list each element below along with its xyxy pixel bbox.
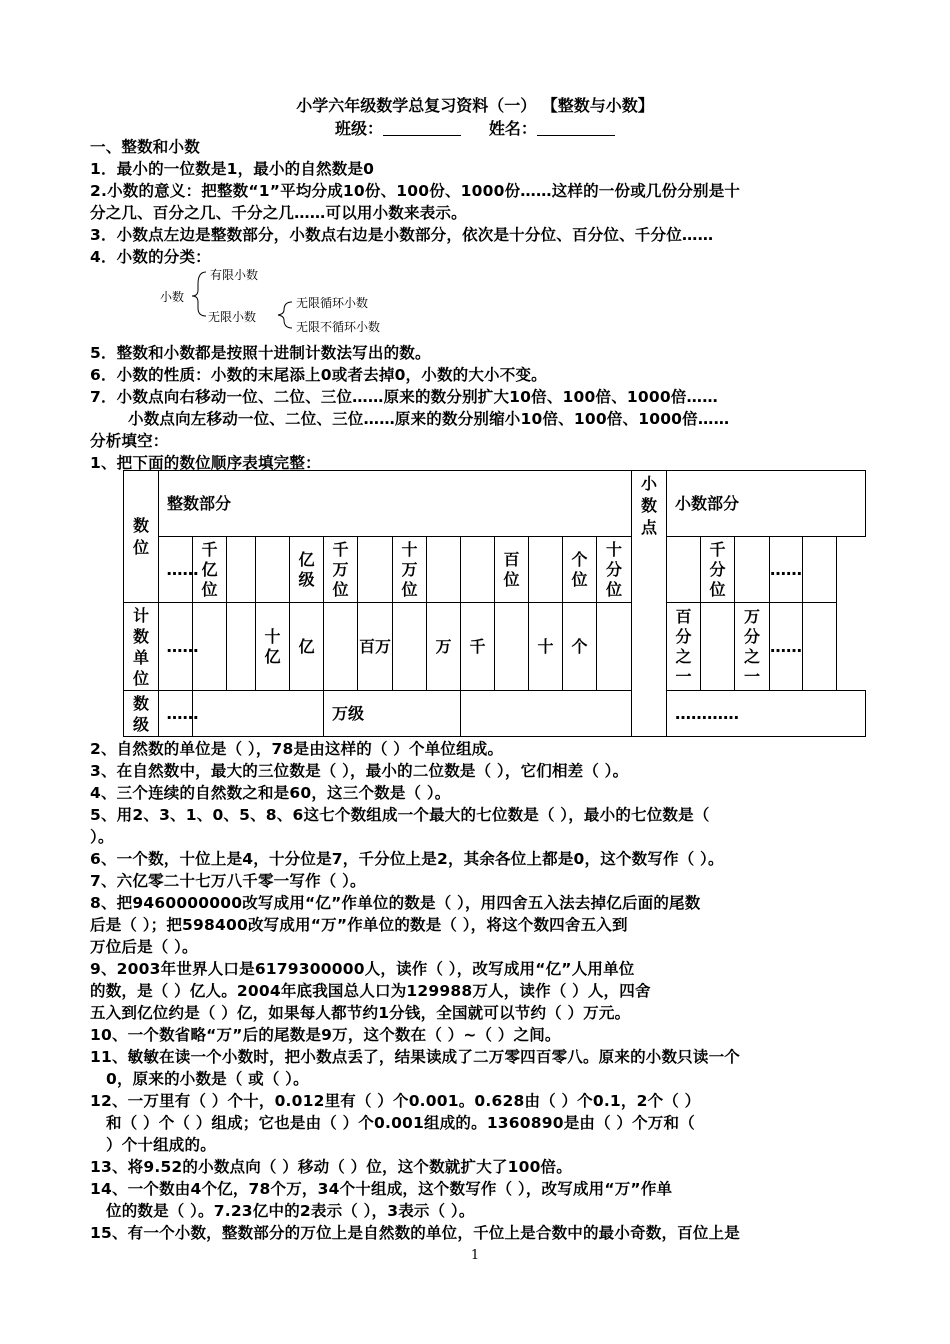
cell-blank[interactable] (358, 537, 393, 603)
analysis-heading: 分析填空： (90, 432, 169, 450)
question-12-cont: 和（ ）个（ ）组成；它也是由（ ）个0.001组成的。1360890是由（ ）个万和（ (106, 1114, 695, 1132)
cell-shifenwei: 十分位 (597, 537, 632, 603)
cell-blank[interactable] (529, 537, 563, 603)
cell-qian: 千 (461, 603, 495, 691)
question-9-cont: 五入到亿位约是（ ）亿，如果每人都节约1分钱，全国就可以节约（ ）万元。 (90, 1004, 631, 1022)
name-blank[interactable] (537, 119, 615, 136)
question-11: 11、敏敏在读一个小数时，把小数点丢了，结果读成了二万零四百零八。原来的小数只读一个 (90, 1048, 740, 1066)
classify-finite: 有限小数 (210, 268, 259, 282)
class-blank[interactable] (383, 119, 461, 136)
question-14: 14、一个数由4个亿，78个万，34个十组成，这个数写作（ ），改写成用“万”作单 (90, 1180, 673, 1198)
cell-qianfenwei: 千分位 (701, 537, 735, 603)
cell-gewei: 个位 (563, 537, 597, 603)
question-1: 1、把下面的数位顺序表填完整： (90, 454, 321, 472)
classify-nonrepeating: 无限不循环小数 (296, 320, 381, 334)
cell-blank[interactable] (393, 603, 427, 691)
cell-dots: …… (159, 537, 193, 603)
question-12: 12、一万里有（ ）个十，0.012里有（ ）个0.001。0.628由（ ）个0.1，2个（ ） (90, 1092, 701, 1110)
section-heading: 一、整数和小数 (90, 138, 200, 156)
question-6: 6、一个数，十位上是4，十分位是7，千分位上是2，其余各位上都是0，这个数写作（ ）。 (90, 850, 724, 868)
question-7: 7、六亿零二十七万八千零一写作（ ）。 (90, 872, 366, 890)
cell-longdots: ………… (667, 691, 866, 737)
cell-blank[interactable] (256, 537, 290, 603)
bracket-lines (158, 266, 428, 336)
cell-wanji: 万级 (324, 691, 461, 737)
cell-wanfenzhiyi: 万分之一 (735, 603, 770, 691)
header-integer-part: 整数部分 (159, 471, 632, 537)
cell-blank[interactable] (803, 603, 837, 691)
cell-dots: …… (770, 537, 803, 603)
header-shuji: 数级 (124, 691, 159, 737)
question-2: 2、自然数的单位是（ ），78是由这样的（ ）个单位组成。 (90, 740, 504, 758)
cell-blank[interactable] (597, 603, 632, 691)
cell-shiwanwei: 十万位 (393, 537, 427, 603)
question-10: 10、一个数省略“万”后的尾数是9万，这个数在（ ）~（ ）之间。 (90, 1026, 561, 1044)
cell-qianyiwei: 千亿位 (193, 537, 227, 603)
cell-blank[interactable] (227, 537, 256, 603)
cell-blank[interactable] (495, 603, 529, 691)
header-decimal-part: 小数部分 (667, 471, 866, 537)
question-3: 3、在自然数中，最大的三位数是（ ），最小的二位数是（ ），它们相差（ ）。 (90, 762, 629, 780)
header-jishu: 计数单位 (124, 603, 159, 691)
cell-yi: 亿 (290, 603, 324, 691)
cell-baifenzhiyi: 百分之一 (667, 603, 701, 691)
classification-diagram (158, 266, 428, 336)
header-decimal-point: 小数点 (632, 471, 667, 737)
cell-shiyi: 十亿 (256, 603, 290, 691)
cell-blank[interactable] (461, 537, 495, 603)
name-label: 姓名： (488, 119, 537, 138)
point-3: 3．小数点左边是整数部分，小数点右边是小数部分，依次是十分位、百分位、千分位…… (90, 226, 714, 244)
cell-blank-level[interactable] (461, 691, 632, 737)
point-5: 5．整数和小数都是按照十进制计数法写出的数。 (90, 344, 431, 362)
page-title: 小学六年级数学总复习资料（一） 【整数与小数】 (296, 96, 654, 115)
cell-shi: 十 (529, 603, 563, 691)
cell-blank[interactable] (427, 537, 461, 603)
place-value-table (123, 470, 866, 737)
class-label: 班级： (335, 119, 384, 138)
cell-blank[interactable] (667, 537, 701, 603)
classify-repeating: 无限循环小数 (296, 296, 369, 310)
question-9: 9、2003年世界人口是6179300000人，读作（ ），改写成用“亿”人用单位 (90, 960, 635, 978)
question-11-cont: 0，原来的小数是（ 或（ ）。 (106, 1070, 309, 1088)
question-4: 4、三个连续的自然数之和是60，这三个数是（ ）。 (90, 784, 451, 802)
question-9-cont: 的数，是（ ）亿人。2004年底我国总人口为129988万人，读作（ ）人，四舍 (90, 982, 651, 1000)
question-15: 15、有一个小数，整数部分的万位上是自然数的单位，千位上是合数中的最小奇数，百位上是 (90, 1224, 740, 1242)
cell-blank[interactable] (701, 603, 735, 691)
question-14-cont: 位的数是（ ）。7.23亿中的2表示（ ），3表示（ ）。 (106, 1202, 475, 1220)
cell-blank[interactable] (803, 537, 837, 603)
point-6: 6．小数的性质：小数的末尾添上0或者去掉0，小数的大小不变。 (90, 366, 547, 384)
cell-yiji: 亿级 (290, 537, 324, 603)
cell-dots: …… (770, 603, 803, 691)
header-shuwei: 数位 (124, 471, 159, 603)
point-1: 1．最小的一位数是1，最小的自然数是0 (90, 160, 375, 178)
point-2: 2.小数的意义：把整数“1”平均分成10份、100份、1000份……这样的一份或几份分别是十 (90, 182, 741, 200)
question-5: 5、用2、3、1、0、5、8、6这七个数组成一个最大的七位数是（ ），最小的七位数是（ (90, 806, 710, 824)
point-2-cont: 分之几、百分之几、千分之几……可以用小数来表示。 (90, 204, 467, 222)
point-4: 4．小数的分类： (90, 248, 211, 266)
question-13: 13、将9.52的小数点向（ ）移动（ ）位，这个数就扩大了100倍。 (90, 1158, 572, 1176)
cell-blank[interactable] (735, 537, 770, 603)
question-5-cont: ）。 (90, 828, 114, 846)
cell-baiwei: 百位 (495, 537, 529, 603)
cell-baiwan: 百万 (358, 603, 393, 691)
cell-wan: 万 (427, 603, 461, 691)
point-7-cont: 小数点向左移动一位、二位、三位……原来的数分别缩小10倍、100倍、1000倍…… (128, 410, 730, 428)
question-12-cont: ）个十组成的。 (106, 1136, 216, 1154)
classify-root: 小数 (160, 290, 185, 304)
classify-infinite: 无限小数 (208, 310, 257, 324)
page-number: 1 (470, 1248, 480, 1263)
cell-qianwanwei: 千万位 (324, 537, 358, 603)
cell-blank[interactable] (227, 603, 256, 691)
cell-blank-level[interactable] (193, 691, 324, 737)
cell-blank[interactable] (324, 603, 358, 691)
cell-dots: …… (159, 603, 193, 691)
point-7: 7．小数点向右移动一位、二位、三位……原来的数分别扩大10倍、100倍、1000倍…… (90, 388, 718, 406)
cell-ge: 个 (563, 603, 597, 691)
cell-dots: …… (159, 691, 193, 737)
question-8-cont: 后是（ ）；把598400改写成用“万”作单位的数是（ ），将这个数四舍五入到 (90, 916, 628, 934)
question-8: 8、把9460000000改写成用“亿”作单位的数是（ ），用四舍五入法去掉亿后面的尾数 (90, 894, 701, 912)
question-8-cont: 万位后是（ ）。 (90, 938, 198, 956)
